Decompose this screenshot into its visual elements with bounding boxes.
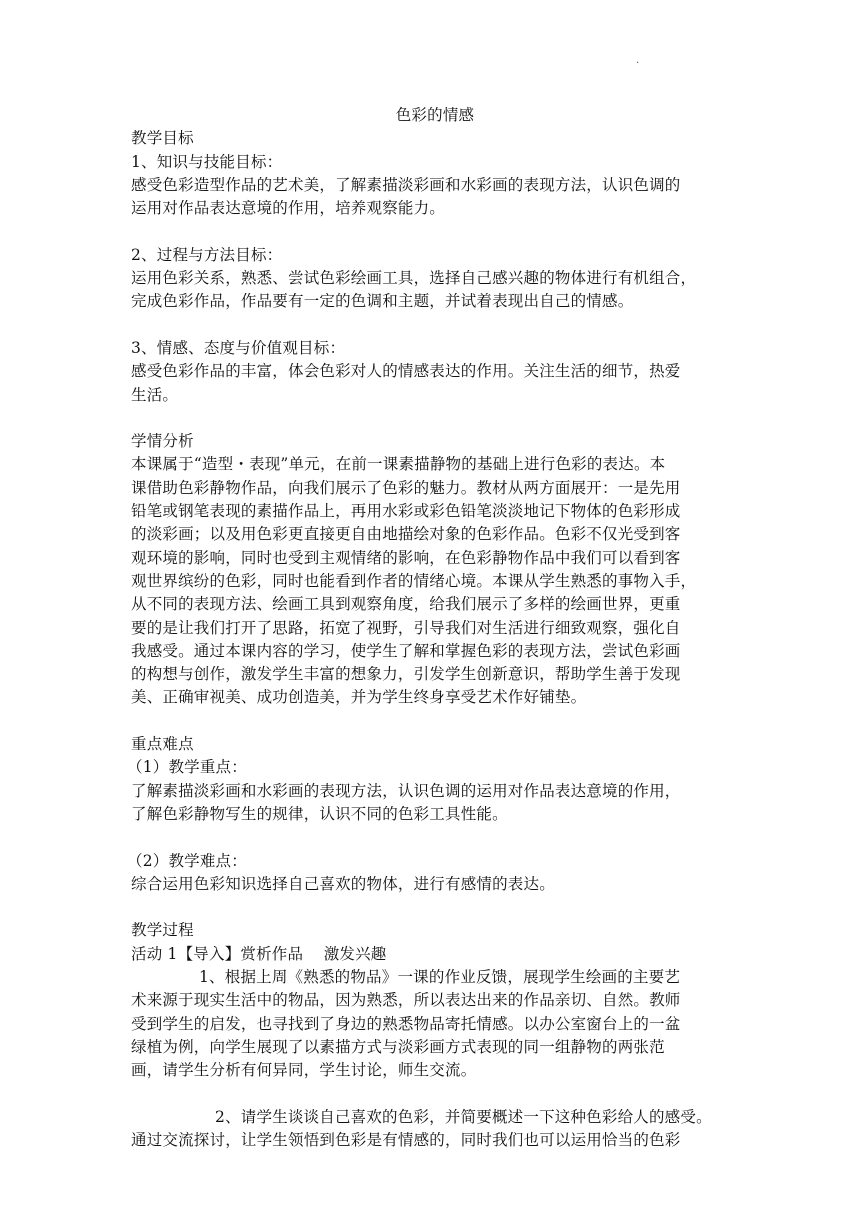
analysis-line: 美、正确审视美、成功创造美，并为学生终身享受艺术作好铺垫。 xyxy=(131,688,587,707)
key-point-1-heading: （1）教学重点： xyxy=(127,758,247,777)
goal-2-heading: 2、过程与方法目标： xyxy=(131,245,283,264)
section-heading-process: 教学过程 xyxy=(131,921,194,940)
analysis-line: 我感受。通过本课内容的学习，使学生了解和掌握色彩的表现方法，尝试色彩画 xyxy=(131,641,681,660)
activity-1-heading: 活动 1【导入】赏析作品 激发兴趣 xyxy=(131,944,387,963)
process-item-1-line: 1、根据上周《熟悉的物品》一课的作业反馈，展现学生绘画的主要艺 xyxy=(199,967,681,986)
section-heading-analysis: 学情分析 xyxy=(131,432,194,451)
process-item-1-line: 画，请学生分析有何异同，学生讨论，师生交流。 xyxy=(131,1061,477,1080)
section-heading-goals: 教学目标 xyxy=(131,129,194,148)
analysis-line: 观环境的影响，同时也受到主观情绪的影响，在色彩静物作品中我们可以看到客 xyxy=(131,548,681,567)
analysis-line: 观世界缤纷的色彩，同时也能看到作者的情绪心境。本课从学生熟悉的事物入手， xyxy=(131,571,697,590)
goal-1-heading: 1、知识与技能目标： xyxy=(131,152,283,171)
corner-mark: . xyxy=(636,55,640,66)
goal-1-line: 运用对作品表达意境的作用，培养观察能力。 xyxy=(131,199,446,218)
goal-3-heading: 3、情感、态度与价值观目标： xyxy=(131,338,346,357)
analysis-line: 从不同的表现方法、绘画工具到观察角度，给我们展示了多样的绘画世界，更重 xyxy=(131,595,681,614)
goal-2-line: 运用色彩关系，熟悉、尝试色彩绘画工具，选择自己感兴趣的物体进行有机组合， xyxy=(131,269,697,288)
key-point-1-line: 了解色彩静物写生的规律，认识不同的色彩工具性能。 xyxy=(131,804,508,823)
goal-3-line: 感受色彩作品的丰富，体会色彩对人的情感表达的作用。关注生活的细节，热爱 xyxy=(131,362,681,381)
analysis-line: 要的是让我们打开了思路，拓宽了视野，引导我们对生活进行细致观察，强化自 xyxy=(131,618,681,637)
process-item-1-line: 术来源于现实生活中的物品，因为熟悉，所以表达出来的作品亲切、自然。教师 xyxy=(131,991,681,1010)
process-item-1-line: 绿植为例，向学生展现了以素描方式与淡彩画方式表现的同一组静物的两张范 xyxy=(131,1037,665,1056)
process-item-1-line: 受到学生的启发，也寻找到了身边的熟悉物品寄托情感。以办公室窗台上的一盆 xyxy=(131,1014,681,1033)
goal-1-line: 感受色彩造型作品的艺术美，了解素描淡彩画和水彩画的表现方法，认识色调的 xyxy=(131,175,681,194)
analysis-line: 课借助色彩静物作品，向我们展示了色彩的魅力。教材从两方面展开：一是先用 xyxy=(131,478,681,497)
analysis-line: 铅笔或钢笔表现的素描作品上，再用水彩或彩色铅笔淡淡地记下物体的色彩形成 xyxy=(131,502,681,521)
process-item-2-line: 通过交流探讨，让学生领悟到色彩是有情感的，同时我们也可以运用恰当的色彩 xyxy=(131,1131,681,1150)
goal-3-line: 生活。 xyxy=(131,385,179,404)
analysis-line: 本课属于“造型・表现”单元，在前一课素描静物的基础上进行色彩的表达。本 xyxy=(131,455,666,474)
key-point-2-heading: （2）教学难点： xyxy=(127,851,247,870)
key-point-1-line: 了解素描淡彩画和水彩画的表现方法，认识色调的运用对作品表达意境的作用， xyxy=(131,781,681,800)
goal-2-line: 完成色彩作品，作品要有一定的色调和主题，并试着表现出自己的情感。 xyxy=(131,292,634,311)
key-point-2-line: 综合运用色彩知识选择自己喜欢的物体，进行有感情的表达。 xyxy=(131,874,555,893)
section-heading-key-points: 重点难点 xyxy=(131,735,194,754)
analysis-line: 的淡彩画；以及用色彩更直接更自由地描绘对象的色彩作品。色彩不仅光受到客 xyxy=(131,525,681,544)
document-title: 色彩的情感 xyxy=(395,106,475,124)
analysis-line: 的构想与创作，激发学生丰富的想象力，引发学生创新意识，帮助学生善于发现 xyxy=(131,665,681,684)
document-body xyxy=(127,104,731,1152)
process-item-2-line: 2、请学生谈谈自己喜欢的色彩，并简要概述一下这种色彩给人的感受。 xyxy=(215,1107,712,1126)
